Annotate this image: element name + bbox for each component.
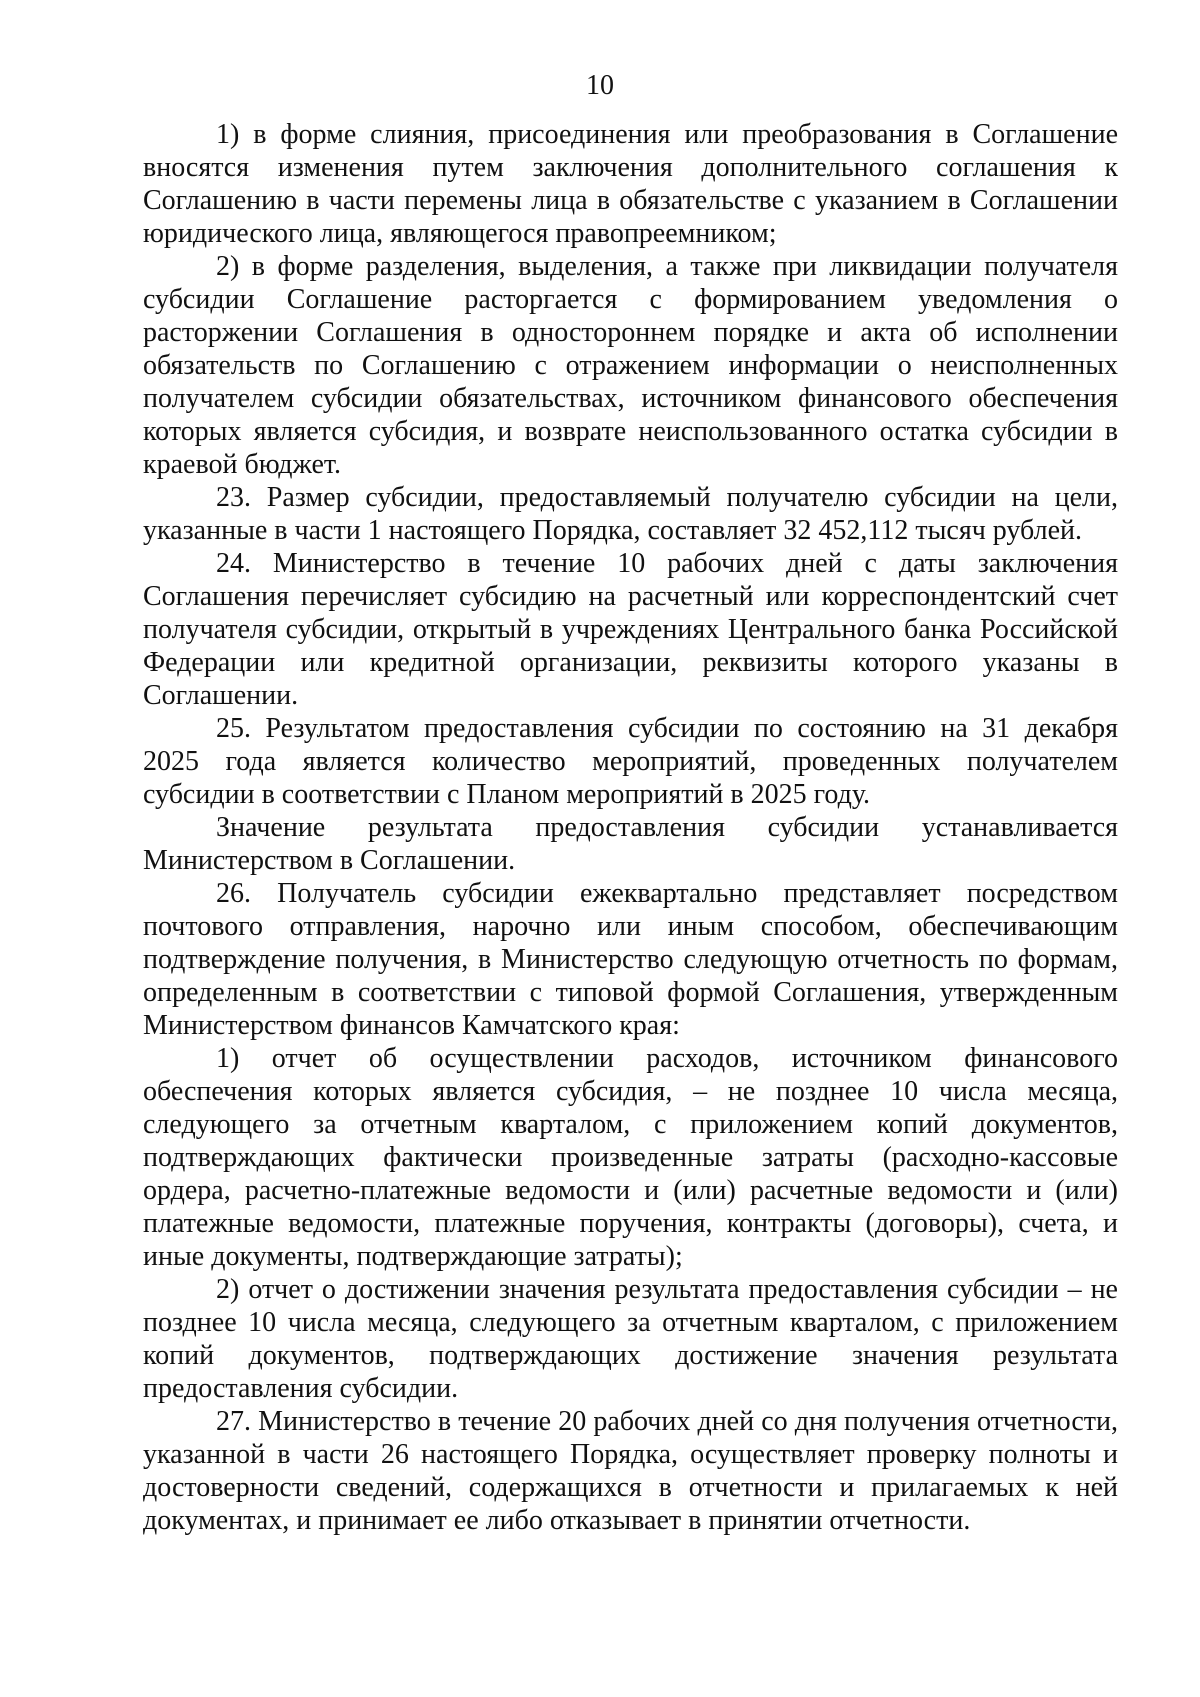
- paragraph-23-subsidy-amount: 23. Размер субсидии, предоставляемый получателю субсидии на цели, указанные в части 1 настоящего Порядка, составляет 32 452,112 тысяч рублей.: [143, 482, 1118, 546]
- paragraph-26-reporting: 26. Получатель субсидии ежеквартально представляет посредством почтового отправления, нарочно или иным способом, обеспечивающим подтверждение получения, в Министерство следующую отчетность по формам, определенным в соответствии с типовой формой Соглашения, утвержденным Министерством финансов Камчатского края:: [143, 878, 1118, 1041]
- paragraph-merger-clause: 1) в форме слияния, присоединения или преобразования в Соглашение вносятся изменения путем заключения дополнительного соглашения к Соглашению в части перемены лица в обязательстве с указанием в Соглашении юридического лица, являющегося правопреемником;: [143, 119, 1118, 249]
- paragraph-24-transfer: 24. Министерство в течение 10 рабочих дней с даты заключения Соглашения перечисляет субсидию на расчетный или корреспондентский счет получателя субсидии, открытый в учреждениях Центрального банка Российской Федерации или кредитной организации, реквизиты которого указаны в Соглашении.: [143, 548, 1118, 711]
- paragraph-26-report-expenses: 1) отчет об осуществлении расходов, источником финансового обеспечения которых является субсидия, – не позднее 10 числа месяца, следующего за отчетным кварталом, с приложением копий документов, подтверждающих фактически произведенные затраты (расходно-кассовые ордера, расчетно-платежные ведомости и (или) расчетные ведомости и (или) платежные ведомости, платежные поручения, контракты (договоры), счета, и иные документы, подтверждающие затраты);: [143, 1043, 1118, 1272]
- paragraph-25-result: 25. Результатом предоставления субсидии по состоянию на 31 декабря 2025 года является количество мероприятий, проведенных получателем субсидии в соответствии с Планом мероприятий в 2025 году.: [143, 713, 1118, 810]
- paragraph-division-clause: 2) в форме разделения, выделения, а также при ликвидации получателя субсидии Соглашение расторгается с формированием уведомления о расторжении Соглашения в одностороннем порядке и акта об исполнении обязательств по Соглашению с отражением информации о неисполненных получателем субсидии обязательствах, источником финансового обеспечения которых является субсидия, и возврате неиспользованного остатка субсидии в краевой бюджет.: [143, 251, 1118, 480]
- paragraph-26-report-result: 2) отчет о достижении значения результата предоставления субсидии – не позднее 10 числа месяца, следующего за отчетным кварталом, с приложением копий документов, подтверждающих достижение значения результата предоставления субсидии.: [143, 1274, 1118, 1404]
- paragraph-result-value: Значение результата предоставления субсидии устанавливается Министерством в Соглашении.: [143, 812, 1118, 876]
- paragraph-27-verification: 27. Министерство в течение 20 рабочих дней со дня получения отчетности, указанной в части 26 настоящего Порядка, осуществляет проверку полноты и достоверности сведений, содержащихся в отчетности и прилагаемых к ней документах, и принимает ее либо отказывает в принятии отчетности.: [143, 1406, 1118, 1536]
- document-body: [143, 118, 1118, 1537]
- page-number: 10: [586, 70, 614, 101]
